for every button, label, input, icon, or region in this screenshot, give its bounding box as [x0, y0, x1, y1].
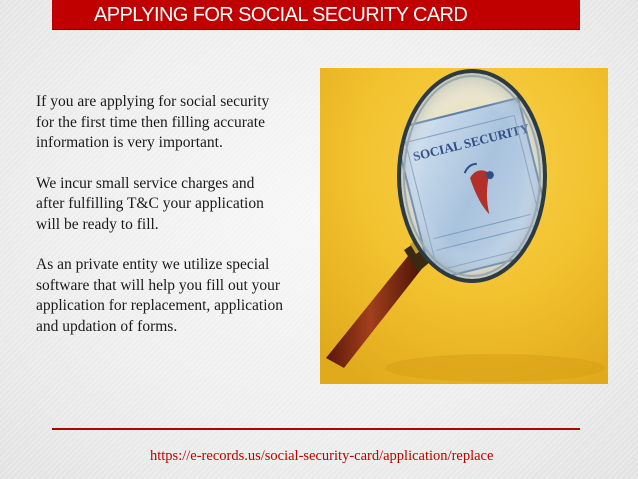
title-bar — [52, 0, 580, 30]
reference-url-link[interactable]: https://e-records.us/social-security-card/application/replace — [150, 448, 494, 464]
magnifying-glass-photo — [320, 68, 608, 384]
paragraph-software: As an private entity we utilize special software that will help you fill out your application for replacement, application and updation of forms. — [36, 256, 284, 335]
paragraph-intro: If you are applying for social security for the first time then filling accurate information is very important. — [36, 93, 270, 151]
paragraph-charges: We incur small service charges and after fulfilling T&C your application will be ready to fill. — [36, 174, 264, 233]
footer-divider — [52, 428, 580, 430]
body-text — [36, 92, 286, 357]
slide-title: APPLYING FOR SOCIAL SECURITY CARD — [94, 4, 468, 26]
